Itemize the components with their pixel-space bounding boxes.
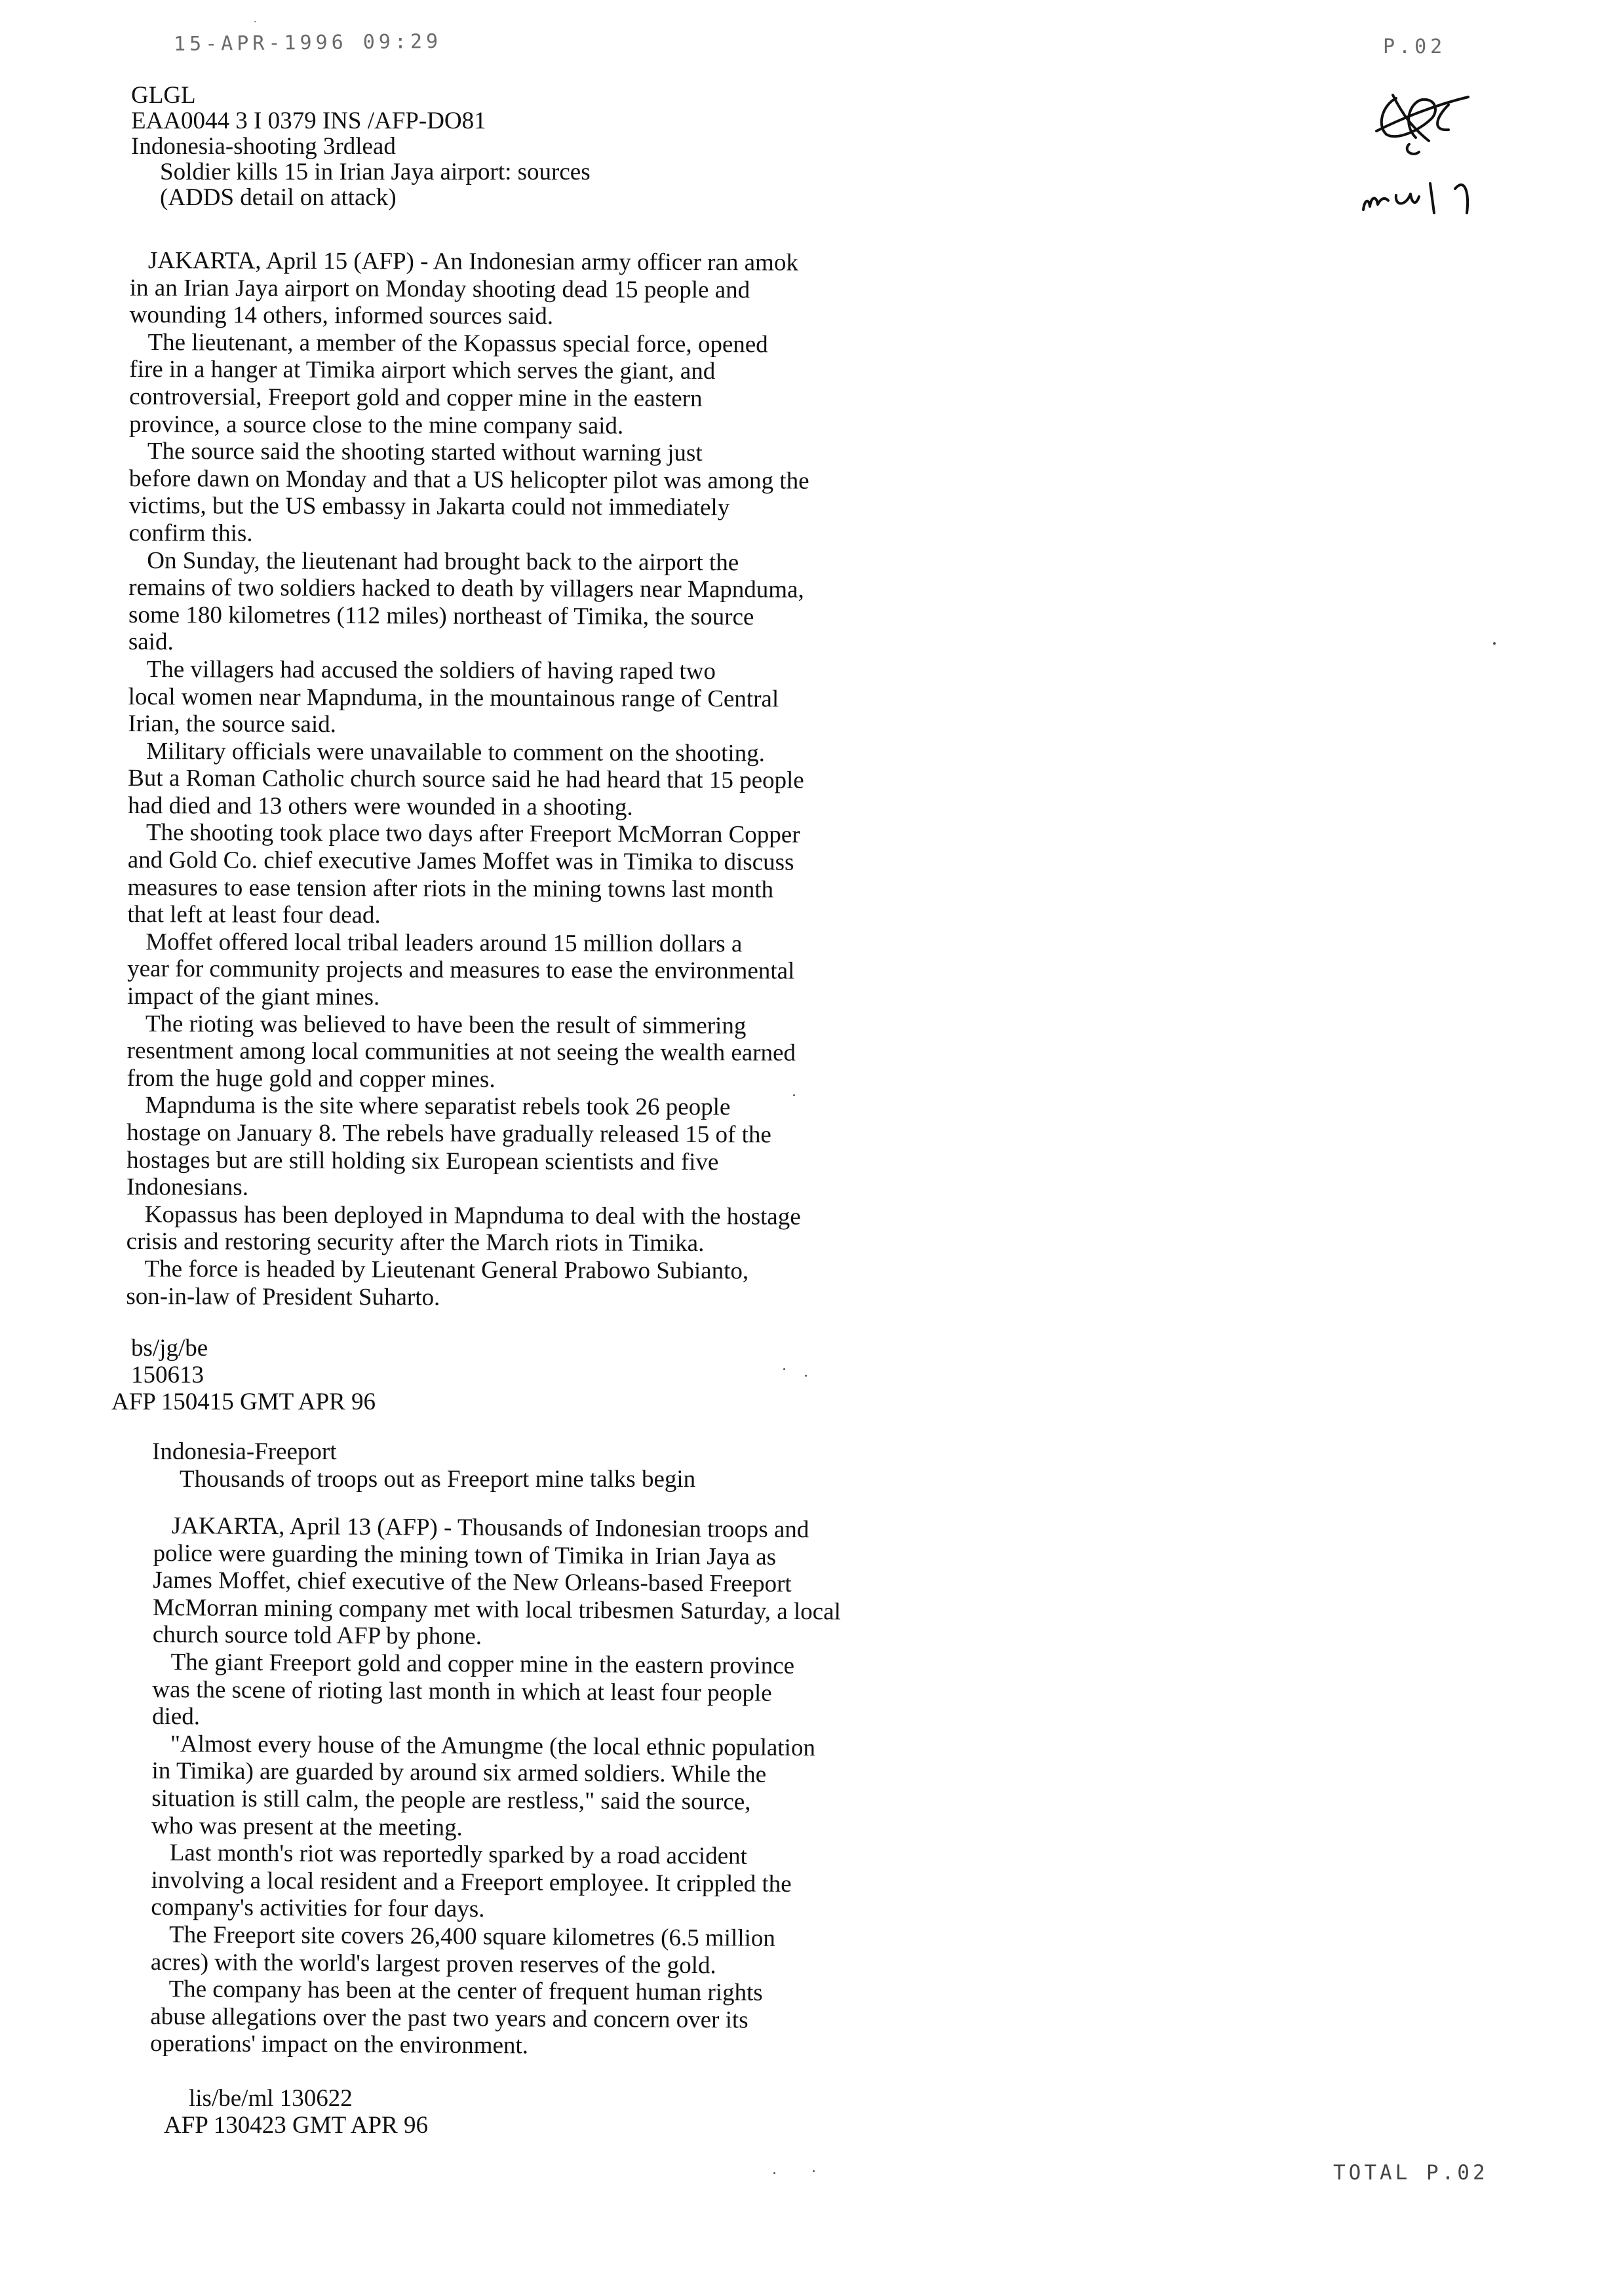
body-line: some 180 kilometres (112 miles) northeast of Timika, the source <box>128 601 754 631</box>
body-line: fire in a hanger at Timika airport which serves the giant, and <box>129 356 716 385</box>
body-line: hostages but are still holding six European scientists and five <box>126 1146 719 1176</box>
body-line: from the huge gold and copper mines. <box>126 1064 496 1093</box>
headline: Soldier kills 15 in Irian Jaya airport: sources <box>160 159 591 185</box>
body-line: The Freeport site covers 26,400 square kilometres (6.5 million <box>168 1921 775 1952</box>
body-line: victims, but the US embassy in Jakarta could not immediately <box>128 492 730 522</box>
body-line: police were guarding the mining town of Timika in Irian Jaya as <box>153 1539 777 1571</box>
body-line: who was present at the meeting. <box>151 1812 463 1841</box>
body-line: Mapnduma is the site where separatist rebels took 26 people <box>145 1092 731 1121</box>
story1-header <box>131 83 591 210</box>
story-slug: Indonesia-shooting 3rdlead <box>131 133 396 160</box>
body-line: measures to ease tension after riots in the mining towns last month <box>127 873 774 904</box>
body-line: died. <box>151 1703 201 1731</box>
scan-mark: . <box>252 14 262 25</box>
editor-initials: bs/jg/be <box>131 1335 208 1362</box>
body-line: in Timika) are guarded by around six armed soldiers. While the <box>151 1757 767 1789</box>
body-line: "Almost every house of the Amungme (the local ethnic population <box>170 1730 816 1761</box>
body-line: The giant Freeport gold and copper mine in the eastern province <box>170 1649 795 1679</box>
body-line: impact of the giant mines. <box>126 983 380 1011</box>
body-line: local women near Mapnduma, in the mountainous range of Central <box>128 683 779 712</box>
transmission-line: AFP 130423 GMT APR 96 <box>164 2112 428 2139</box>
transmission-line: AFP 150415 GMT APR 96 <box>111 1388 376 1415</box>
fax-page-number: P.02 <box>1383 35 1447 58</box>
body-line: controversial, Freeport gold and copper mine in the eastern <box>129 383 703 413</box>
fax-total-pages: TOTAL P.02 <box>1333 2161 1489 2185</box>
body-line: had died and 13 others were wounded in a shooting. <box>127 792 633 821</box>
body-line: JAKARTA, April 15 (AFP) - An Indonesian army officer ran amok <box>147 247 798 277</box>
scan-speck <box>813 2170 815 2172</box>
body-line: in an Irian Jaya airport on Monday shooting dead 15 people and <box>129 274 750 303</box>
body-line: son-in-law of President Suharto. <box>126 1282 440 1311</box>
body-line: crisis and restoring security after the March riots in Timika. <box>126 1228 705 1257</box>
body-line: Moffet offered local tribal leaders around 15 million dollars a <box>146 928 743 958</box>
body-line: James Moffet, chief executive of the New Orleans-based Freeport <box>153 1567 792 1598</box>
body-line: involving a local resident and a Freeport employee. It crippled the <box>151 1866 792 1898</box>
body-line: Irian, the source said. <box>128 710 336 738</box>
slug-line: GLGL <box>131 82 196 109</box>
filing-code: lis/be/ml 130622 <box>189 2085 353 2112</box>
scan-speck <box>783 1368 785 1370</box>
body-line: company's activities for four days. <box>151 1894 485 1923</box>
body-line: The rioting was believed to have been the result of simmering <box>145 1010 747 1039</box>
body-line: Military officials were unavailable to comment on the shooting. <box>146 737 765 767</box>
body-line: and Gold Co. chief executive James Moffet was in Timika to discuss <box>127 847 794 876</box>
body-line: situation is still calm, the people are restless," said the source, <box>151 1784 751 1816</box>
body-line: Kopassus has been deployed in Mapnduma to deal with the hostage <box>144 1200 801 1231</box>
body-line: But a Roman Catholic church source said he had heard that 15 people <box>128 765 804 794</box>
body-line: The lieutenant, a member of the Kopassus special force, opened <box>147 328 768 358</box>
wire-id-line: EAA0044 3 I 0379 INS /AFP-DO81 <box>131 107 486 134</box>
body-line: operations' impact on the environment. <box>149 2030 529 2059</box>
body-line: On Sunday, the lieutenant had brought back to the airport the <box>147 546 739 576</box>
body-line: acres) with the world's largest proven reserves of the gold. <box>150 1948 716 1979</box>
body-line: remains of two soldiers hacked to death by villagers near Mapnduma, <box>128 574 804 603</box>
story2-body <box>150 1512 842 2061</box>
story2-footer <box>164 2085 428 2139</box>
body-line: church source told AFP by phone. <box>152 1621 482 1651</box>
body-line: resentment among local communities at not seeing the wealth earned <box>126 1037 796 1067</box>
body-line: The force is headed by Lieutenant General Prabowo Subianto, <box>144 1255 749 1285</box>
body-line: JAKARTA, April 13 (AFP) - Thousands of Indonesian troops and <box>171 1512 809 1544</box>
body-line: The shooting took place two days after Freeport McMorran Copper <box>146 819 800 849</box>
body-line: said. <box>128 628 174 656</box>
story2-header <box>152 1438 695 1493</box>
body-line: hostage on January 8. The rebels have gradually released 15 of the <box>126 1119 771 1149</box>
story-slug: Indonesia-Freeport <box>152 1438 337 1465</box>
body-line: wounding 14 others, informed sources said. <box>129 301 554 330</box>
body-line: The source said the shooting started without warning just <box>147 438 703 467</box>
body-line: province, a source close to the mine company said. <box>128 410 624 440</box>
body-line: Last month's riot was reportedly sparked by a road accident <box>169 1839 747 1870</box>
scan-speck <box>793 1094 795 1096</box>
headline-note: (ADDS detail on attack) <box>160 184 397 211</box>
body-line: McMorran mining company met with local tribesmen Saturday, a local <box>152 1594 841 1626</box>
fax-timestamp: 15-APR-1996 09:29 <box>173 29 442 56</box>
story1-footer <box>111 1335 376 1415</box>
headline: Thousands of troops out as Freeport mine talks begin <box>180 1466 696 1493</box>
scan-speck <box>1493 642 1496 645</box>
scan-speck <box>805 1375 807 1377</box>
body-line: year for community projects and measures to ease the environmental <box>127 955 795 985</box>
body-line: confirm this. <box>128 519 253 547</box>
scan-speck <box>773 2172 775 2174</box>
body-line: that left at least four dead. <box>127 901 381 929</box>
body-line: abuse allegations over the past two years and concern over its <box>150 2002 749 2034</box>
body-line: Indonesians. <box>126 1174 249 1201</box>
handwritten-signature <box>1357 79 1508 229</box>
story1-body <box>126 247 809 1312</box>
body-line: was the scene of rioting last month in which at least four people <box>152 1675 772 1707</box>
body-line: before dawn on Monday and that a US helicopter pilot was among the <box>128 465 809 495</box>
body-line: The company has been at the center of frequent human rights <box>168 1976 763 2006</box>
body-line: The villagers had accused the soldiers of having raped two <box>146 656 716 685</box>
filing-code: 150613 <box>131 1362 204 1388</box>
